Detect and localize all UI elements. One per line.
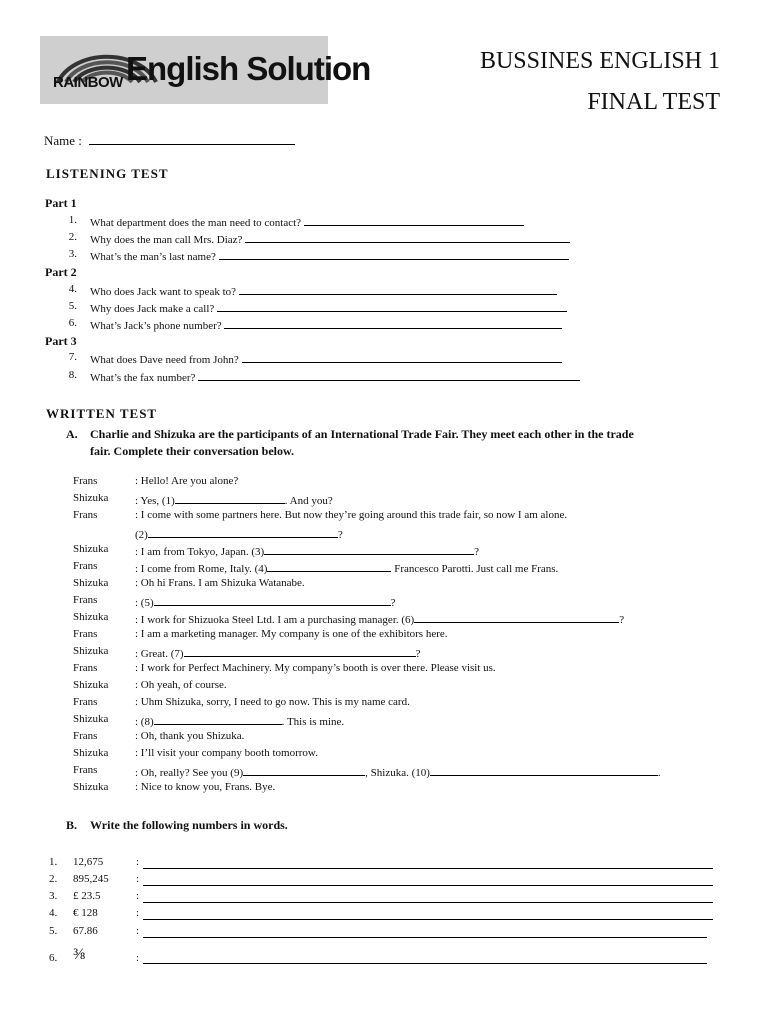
dialogue-text: : Oh, really? See you (9) [135, 767, 244, 779]
speaker-name: Shizuka [73, 679, 109, 691]
blank-1-line[interactable] [175, 492, 285, 504]
answer-line[interactable] [143, 925, 707, 938]
dialogue-line [0, 509, 768, 526]
number-value: £ 23.5 [73, 890, 101, 902]
listening-heading: LISTENING TEST [46, 166, 169, 181]
dialogue-text: : I work for Shizuoka Steel Ltd. I am a purchasing manager. (6) [135, 614, 415, 626]
dialogue-text: : I come with some partners here. But now they’re going around this trade fair, so now I am alone. [135, 509, 568, 521]
colon: : [136, 925, 140, 937]
dialogue-text: : I’ll visit your company booth tomorrow. [135, 747, 318, 759]
speaker-name: Shizuka [73, 747, 109, 759]
section-b-letter: B. [66, 818, 78, 832]
dialogue-line [0, 679, 768, 696]
answer-line[interactable] [143, 856, 713, 869]
speaker-name: Frans [73, 730, 98, 742]
answer-line[interactable] [143, 873, 713, 886]
question-text: What’s the man’s last name? [90, 251, 216, 263]
speaker-name: Shizuka [73, 611, 109, 623]
answer-line[interactable] [143, 890, 713, 903]
dialogue-line [0, 594, 768, 611]
question-text: What’s Jack’s phone number? [90, 320, 222, 332]
number-value: ⅜ [73, 946, 85, 963]
name-field-row [44, 133, 295, 149]
part-label: Part 3 [45, 334, 77, 348]
question-text: Why does the man call Mrs. Diaz? [90, 234, 243, 246]
section-a-instruction-2: fair. Complete their conversation below. [90, 444, 294, 458]
dialogue-text: . [657, 767, 661, 779]
answer-line[interactable] [239, 283, 557, 295]
dialogue-line [0, 713, 768, 730]
blank-2-line[interactable] [148, 526, 338, 538]
dialogue-line [0, 577, 768, 594]
question-number: 6. [68, 317, 77, 329]
dialogue-line [0, 781, 768, 798]
dialogue-text: . And you? [284, 495, 333, 507]
dialogue-line [0, 730, 768, 747]
question-number: 5. [68, 300, 77, 312]
item-number: 5. [49, 925, 58, 937]
dialogue-line [0, 662, 768, 679]
speaker-name: Shizuka [73, 577, 109, 589]
speaker-name: Frans [73, 662, 98, 674]
speaker-name: Frans [73, 475, 98, 487]
blank-9-line[interactable] [243, 764, 365, 776]
section-b-instruction: Write the following numbers in words. [90, 818, 288, 832]
dialogue-text: : Hello! Are you alone? [135, 475, 239, 487]
speaker-name: Shizuka [73, 543, 109, 555]
colon: : [136, 890, 140, 902]
question-text: Who does Jack want to speak to? [90, 286, 237, 298]
item-number: 1. [49, 856, 58, 868]
dialogue-line [0, 543, 768, 560]
dialogue-text: ? [390, 597, 396, 609]
dialogue-text: : (8) [135, 716, 154, 728]
dialogue-line [0, 628, 768, 645]
question-text: What does Dave need from John? [90, 354, 239, 366]
logo-brand-text: English Solution [126, 50, 371, 87]
test-title: FINAL TEST [587, 89, 720, 115]
question-number: 3. [68, 248, 77, 260]
dialogue-text: , Shizuka. (10) [365, 767, 430, 779]
item-number: 4. [49, 907, 58, 919]
dialogue-text: : Oh yeah, of course. [135, 679, 227, 691]
dialogue-line [0, 475, 768, 492]
written-heading: WRITTEN TEST [46, 406, 158, 421]
dialogue-text: : Uhm Shizuka, sorry, I need to go now. This is my name card. [135, 696, 410, 708]
dialogue-text: (2) [135, 529, 148, 541]
blank-4-line[interactable] [267, 560, 391, 572]
dialogue-text: : Oh hi Frans. I am Shizuka Watanabe. [135, 577, 305, 589]
number-value: 12,675 [73, 856, 104, 868]
answer-line[interactable] [245, 231, 570, 243]
number-value: 895,245 [73, 873, 109, 885]
section-a-instruction-1: Charlie and Shizuka are the participants of an International Trade Fair. They meet each other in the trade [90, 427, 634, 441]
answer-line[interactable] [143, 907, 713, 920]
blank-6-line[interactable] [414, 611, 619, 623]
dialogue-text: . This is mine. [281, 716, 345, 728]
speaker-name: Shizuka [73, 713, 109, 725]
dialogue-text: ? [415, 648, 421, 660]
part-label: Part 1 [45, 196, 77, 210]
speaker-name: Shizuka [73, 781, 109, 793]
number-row [0, 873, 768, 890]
dialogue-text: : Nice to know you, Frans. Bye. [135, 781, 276, 793]
blank-7-line[interactable] [184, 645, 416, 657]
answer-line[interactable] [224, 317, 562, 329]
number-row [0, 907, 768, 924]
dialogue-line [0, 560, 768, 577]
dialogue-text: ? [337, 529, 343, 541]
blank-5-line[interactable] [154, 594, 391, 606]
dialogue-text: : I work for Perfect Machinery. My company’s booth is over there. Please visit us. [135, 662, 496, 674]
dialogue-line [0, 764, 768, 781]
dialogue-line [0, 747, 768, 764]
answer-line[interactable] [242, 351, 562, 363]
dialogue-line [0, 611, 768, 628]
blank-3-line[interactable] [264, 543, 474, 555]
name-input-line[interactable] [89, 133, 295, 145]
dialogue-text: Francesco Parotti. Just call me Frans. [391, 563, 559, 575]
dialogue-text: : Great. (7) [135, 648, 184, 660]
speaker-name: Frans [73, 509, 98, 521]
number-row [0, 890, 768, 907]
colon: : [136, 952, 140, 964]
question-number: 1. [68, 214, 77, 226]
speaker-name: Frans [73, 696, 98, 708]
speaker-name: Frans [73, 560, 98, 572]
name-label: Name : [44, 133, 82, 148]
dialogue-text: ? [619, 614, 625, 626]
part-label: Part 2 [45, 265, 77, 279]
dialogue-line [0, 645, 768, 662]
brand-logo [40, 36, 371, 104]
answer-line[interactable] [304, 214, 524, 226]
number-value: € 128 [73, 907, 98, 919]
number-row [0, 946, 768, 969]
dialogue-text: : I come from Rome, Italy. (4) [135, 563, 268, 575]
question-number: 8. [68, 369, 77, 381]
question-number: 4. [68, 283, 77, 295]
dialogue-line [0, 696, 768, 713]
speaker-name: Shizuka [73, 645, 109, 657]
colon: : [136, 856, 140, 868]
number-row [0, 856, 768, 873]
question-number: 2. [68, 231, 77, 243]
question-text: Why does Jack make a call? [90, 303, 215, 315]
answer-line[interactable] [217, 300, 567, 312]
answer-line[interactable] [143, 951, 707, 964]
speaker-name: Frans [73, 628, 98, 640]
item-number: 6. [49, 952, 58, 964]
blank-10-line[interactable] [430, 764, 658, 776]
dialogue-text: : I am from Tokyo, Japan. (3) [135, 546, 265, 558]
speaker-name: Frans [73, 764, 98, 776]
blank-8-line[interactable] [154, 713, 282, 725]
question-number: 7. [68, 351, 77, 363]
answer-line[interactable] [219, 248, 569, 260]
item-number: 3. [49, 890, 58, 902]
dialogue-text: : (5) [135, 597, 154, 609]
logo-small-text: RAINBOW [53, 74, 123, 91]
answer-line[interactable] [198, 369, 580, 381]
colon: : [136, 907, 140, 919]
dialogue-text: : I am a marketing manager. My company is one of the exhibitors here. [135, 628, 448, 640]
dialogue-line [0, 492, 768, 509]
section-a-letter: A. [66, 427, 78, 441]
item-number: 2. [49, 873, 58, 885]
speaker-name: Frans [73, 594, 98, 606]
dialogue-text: : Oh, thank you Shizuka. [135, 730, 245, 742]
dialogue-line [0, 526, 768, 543]
dialogue-text: ? [474, 546, 480, 558]
speaker-name: Shizuka [73, 492, 109, 504]
number-row [0, 925, 768, 942]
course-title: BUSSINES ENGLISH 1 [479, 48, 720, 74]
question-text: What’s the fax number? [90, 372, 196, 384]
question-text: What department does the man need to contact? [90, 217, 302, 229]
colon: : [136, 873, 140, 885]
dialogue-text: : Yes, (1) [135, 495, 175, 507]
number-value: 67.86 [73, 925, 98, 937]
